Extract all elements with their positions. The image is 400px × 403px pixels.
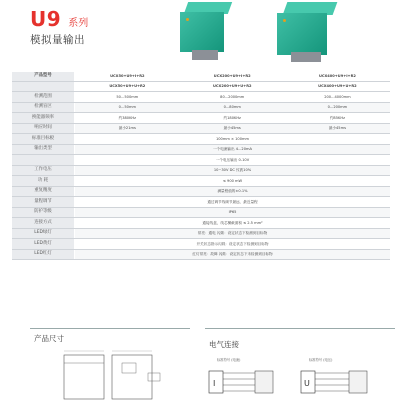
spec-value: 0...50mm xyxy=(75,102,180,113)
spec-value: 80...2000mm xyxy=(180,92,285,103)
spec-value: UCX400+U9+U+R2 xyxy=(285,82,390,92)
spec-row xyxy=(12,228,390,239)
spec-label: LED红灯 xyxy=(12,249,75,260)
spec-label: 重复精度 xyxy=(12,186,75,197)
sensor-image-right xyxy=(275,2,345,64)
spec-label: 标准目标板 xyxy=(12,134,75,145)
spec-value: UCX200+U9+U+R2 xyxy=(180,82,285,92)
spec-value: 一个电流输出 4...20mA xyxy=(75,144,391,155)
spec-value: 约380KHz xyxy=(75,113,180,124)
spec-label: 产品型号 xyxy=(12,72,75,82)
wiring-diagram xyxy=(205,363,395,403)
wiring-section xyxy=(205,328,395,401)
spec-label: 检测盲区 xyxy=(12,102,75,113)
spec-value: 最小45ms xyxy=(180,123,285,134)
spec-value: 0...200mm xyxy=(285,102,390,113)
spec-row xyxy=(12,218,390,229)
spec-label: LED绿灯 xyxy=(12,228,75,239)
sensor-image-left xyxy=(178,2,236,62)
spec-row xyxy=(12,102,390,113)
spec-label: 输出类型 xyxy=(12,144,75,155)
spec-value: 最小45ms xyxy=(285,123,390,134)
spec-label: 换能器频率 xyxy=(12,113,75,124)
spec-value: UCX50+U9+U+R2 xyxy=(75,82,180,92)
page-subtitle: 模拟量输出 xyxy=(30,34,85,46)
wiring-title: 电气连接 xyxy=(209,340,239,349)
wiring-note-current: 标准符号 (电流) xyxy=(217,358,241,362)
spec-row xyxy=(12,165,390,176)
spec-label: LED黄灯 xyxy=(12,239,75,250)
spec-value: IP65 xyxy=(75,207,391,218)
header xyxy=(30,7,88,47)
spec-row xyxy=(12,144,390,155)
spec-value: 约180KHz xyxy=(180,113,285,124)
spec-value: 最小21ms xyxy=(75,123,180,134)
spec-value: 开关状态指示闪烁：设定状态下检测到目标物 xyxy=(75,239,391,250)
spec-row xyxy=(12,113,390,124)
spec-value: 100mm × 100mm xyxy=(75,134,391,145)
spec-value: 10~30V DC 纹波10% xyxy=(75,165,391,176)
svg-text:U: U xyxy=(304,379,310,388)
spec-label: 连接方式 xyxy=(12,218,75,229)
dimension-drawing xyxy=(30,343,190,403)
spec-label xyxy=(12,155,75,166)
spec-row xyxy=(12,186,390,197)
series-code: U9 xyxy=(30,7,62,31)
spec-label: 功 耗 xyxy=(12,176,75,187)
spec-value: 满量程值的±0.1% xyxy=(75,186,391,197)
spec-row xyxy=(12,72,390,82)
spec-value: UCX400+U9+I+R2 xyxy=(285,72,390,82)
spec-value: 常亮：通电 闪烁：设定状态下检测到目标物 xyxy=(75,228,391,239)
series-label: 系列 xyxy=(68,18,89,29)
spec-value: 约85KHz xyxy=(285,113,390,124)
svg-text:I: I xyxy=(213,379,216,388)
spec-value: 通过调节线调节最远、最近量程 xyxy=(75,197,391,208)
spec-value: 一个电压输出 0-10V xyxy=(75,155,391,166)
spec-value: 通接线盒，线芯横截面积 ≤ 2.5 mm² xyxy=(75,218,391,229)
spec-row xyxy=(12,134,390,145)
wiring-note-voltage: 标准符号 (电压) xyxy=(309,358,333,362)
spec-label: 量程调节 xyxy=(12,197,75,208)
spec-row xyxy=(12,239,390,250)
spec-value: 200...4000mm xyxy=(285,92,390,103)
spec-row xyxy=(12,123,390,134)
spec-label xyxy=(12,82,75,92)
spec-table xyxy=(12,72,390,260)
spec-row xyxy=(12,155,390,166)
spec-value: 0...80mm xyxy=(180,102,285,113)
spec-label: 防护等级 xyxy=(12,207,75,218)
spec-label: 检测范围 xyxy=(12,92,75,103)
spec-value: ≤ 900 mW xyxy=(75,176,391,187)
spec-row xyxy=(12,197,390,208)
dimensions-title: 产品尺寸 xyxy=(34,334,64,343)
spec-row xyxy=(12,176,390,187)
spec-label: 工作电压 xyxy=(12,165,75,176)
spec-row xyxy=(12,82,390,92)
spec-row xyxy=(12,207,390,218)
dimensions-section xyxy=(30,328,190,401)
spec-label: 响应时间 xyxy=(12,123,75,134)
spec-row xyxy=(12,92,390,103)
spec-row xyxy=(12,249,390,260)
spec-value: UCX200+U9+I+R2 xyxy=(180,72,285,82)
spec-value: 红灯常亮：故障 闪烁：设定状态下未检测到目标物 xyxy=(75,249,391,260)
spec-value: UCX50+U9+I+R2 xyxy=(75,72,180,82)
spec-value: 50...500mm xyxy=(75,92,180,103)
